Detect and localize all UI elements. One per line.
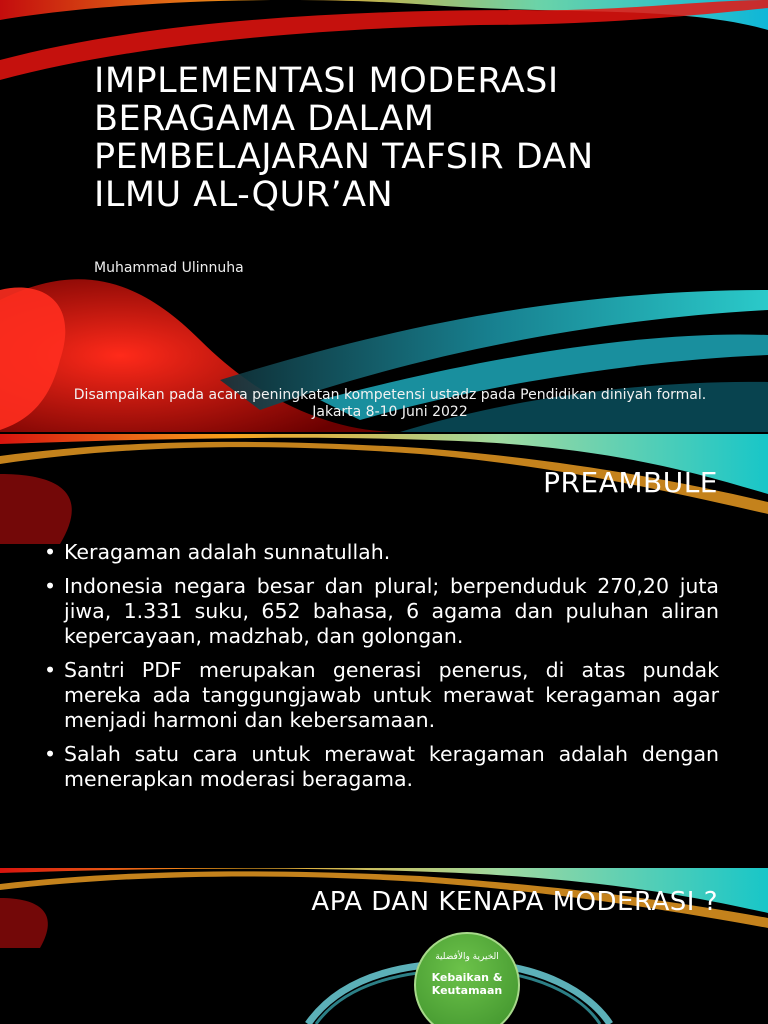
presentation-title bbox=[94, 61, 694, 216]
occasion-line: Jakarta 8-10 Juni 2022 bbox=[312, 404, 468, 420]
bullet-text: Indonesia negara besar dan plural; berpenduduk 270,20 juta jiwa, 1.331 suku, 652 bahasa, 6 agama dan puluhan aliran kepercayaan, madzhab, dan golongan. bbox=[64, 574, 719, 648]
bullet-icon: • bbox=[44, 574, 57, 598]
bullet-list bbox=[44, 540, 719, 801]
title-line: ILMU AL-QUR’AN bbox=[94, 175, 394, 215]
bullet-text: Santri PDF merupakan generasi penerus, di atas pundak mereka ada tanggungjawab untuk merawat keragaman agar menjadi harmoni dan kebersamaan. bbox=[64, 658, 719, 732]
slide-title: PREAMBULE bbox=[543, 466, 718, 499]
circle-arabic-text: الخيرية والأفضلية bbox=[435, 952, 499, 962]
title-line: IMPLEMENTASI MODERASI bbox=[94, 61, 559, 101]
list-item bbox=[44, 574, 719, 649]
bullet-text: Keragaman adalah sunnatullah. bbox=[64, 540, 391, 564]
slide-moderasi bbox=[0, 868, 768, 1024]
bullet-icon: • bbox=[44, 658, 57, 682]
slide-title: APA DAN KENAPA MODERASI ? bbox=[311, 887, 718, 917]
title-line: PEMBELAJARAN TAFSIR DAN bbox=[94, 137, 594, 177]
author-name: Muhammad Ulinnuha bbox=[94, 260, 244, 276]
list-item bbox=[44, 742, 719, 792]
occasion-text bbox=[20, 387, 760, 421]
slide-title bbox=[0, 0, 768, 432]
slide-preambule bbox=[0, 434, 768, 866]
circle-label: Kebaikan & Keutamaan bbox=[431, 971, 503, 997]
bullet-text: Salah satu cara untuk merawat keragaman adalah dengan menerapkan moderasi beragama. bbox=[64, 742, 719, 791]
list-item bbox=[44, 540, 719, 565]
bullet-icon: • bbox=[44, 742, 57, 766]
bullet-icon: • bbox=[44, 540, 57, 564]
list-item bbox=[44, 658, 719, 733]
occasion-line: Disampaikan pada acara peningkatan kompetensi ustadz pada Pendidikan diniyah formal. bbox=[73, 387, 707, 403]
title-line: BERAGAMA DALAM bbox=[94, 99, 435, 139]
